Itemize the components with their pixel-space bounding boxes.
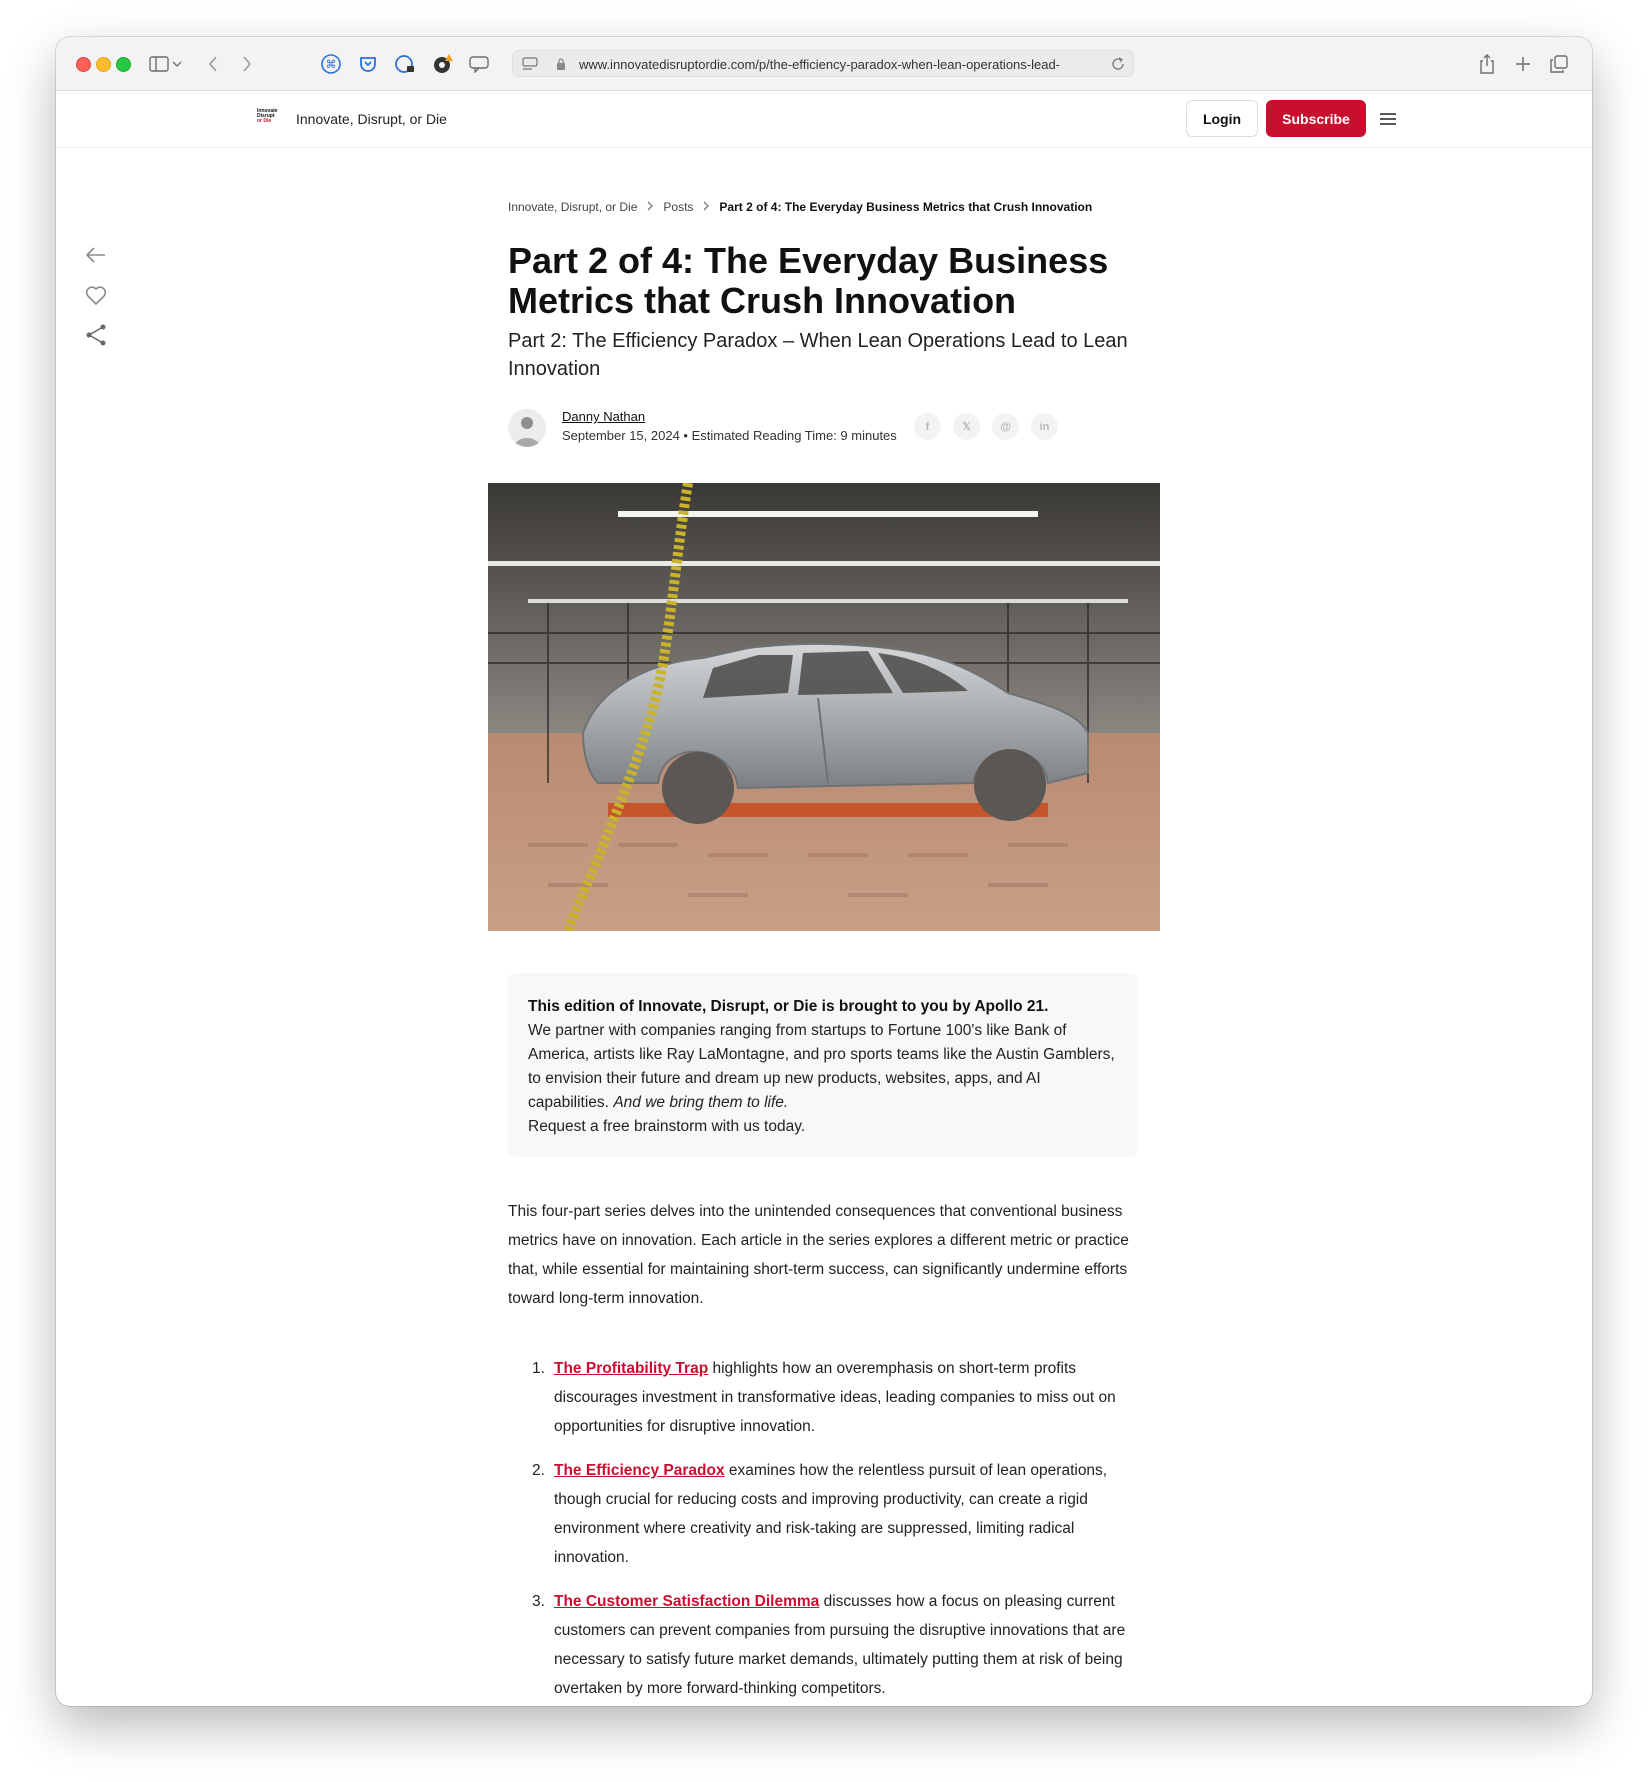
minimize-window-button[interactable] [96,57,111,72]
list-number: 2. [532,1462,545,1479]
sponsor-cta[interactable]: Request a free brainstorm with us today. [528,1118,806,1135]
article-title: Part 2 of 4: The Everyday Business Metrics that Crush Innovation [508,240,1109,321]
reader-mode-icon[interactable] [519,53,541,75]
list-item [508,1587,1148,1703]
back-arrow-icon[interactable] [84,243,108,267]
series-link-customer-satisfaction-dilemma[interactable]: The Customer Satisfaction Dilemma [554,1593,820,1610]
extension-command-icon[interactable] [320,53,342,75]
list-item [508,1354,1148,1441]
list-number: 3. [532,1593,545,1610]
hero-image [488,483,1160,931]
article-meta: September 15, 2024 • Estimated Reading Time: 9 minutes [562,428,897,443]
series-list [508,1354,1148,1706]
sponsor-body-italic: And we bring them to life. [613,1094,789,1111]
speech-bubble-icon[interactable] [468,53,490,75]
zoom-window-button[interactable] [116,57,131,72]
list-item [508,1456,1148,1572]
password-manager-icon[interactable] [394,53,416,75]
svg-text:⌘: ⌘ [325,58,337,71]
list-item-text: discusses how a focus on pleasing current customers can prevent companies from pursuing the disruptive innovations that are necessary to satisfy future market demands, ultimately putting them at risk of being overtaken by more forward-thinking competitors. [554,1593,1126,1697]
sponsor-body-text: We partner with companies ranging from startups to Fortune 100's like Bank of America, artists like Ray LaMontagne, and pro sports teams like the Austin Gamblers, to envision their future and dream up new products, websites, apps, and AI capabilities. [528,1022,1115,1111]
logo-line: Disrupt [257,113,275,119]
extension-gear-icon[interactable] [432,53,454,75]
author-name-link[interactable]: Danny Nathan [562,409,646,424]
breadcrumb [508,200,1092,214]
subscribe-button[interactable]: Subscribe [1266,100,1366,137]
reload-icon[interactable] [1107,53,1129,75]
hamburger-menu-icon[interactable] [1378,109,1398,129]
series-link-profitability-trap[interactable]: The Profitability Trap [554,1360,709,1377]
linkedin-icon[interactable]: in [1031,413,1058,440]
sponsor-lead: This edition of Innovate, Disrupt, or Die is brought to you by Apollo 21. [528,998,1049,1015]
pocket-icon[interactable] [357,53,379,75]
x-icon[interactable]: 𝕏 [953,413,980,440]
chevron-down-icon[interactable] [170,53,184,75]
list-item-text: highlights how an overemphasis on short-term profits discourages investment in transformative ideas, leading companies to miss out on opportunities for disruptive innovation. [554,1360,1116,1435]
facebook-icon[interactable]: f [914,413,941,440]
browser-window [56,37,1592,1706]
sponsor-box [508,973,1138,1157]
site-header [56,91,1592,148]
series-link-efficiency-paradox[interactable]: The Efficiency Paradox [554,1462,725,1479]
threads-icon[interactable]: @ [992,413,1019,440]
chevron-right-icon [703,200,709,214]
new-tab-icon[interactable] [1512,53,1534,75]
list-item-text: examines how the relentless pursuit of lean operations, though crucial for reducing costs and improving productivity, can create a rigid environment where creativity and risk-taking are suppressed, limiting radical innovation. [554,1462,1108,1566]
back-icon[interactable] [202,53,224,75]
breadcrumb-item-posts[interactable]: Posts [663,200,694,214]
share-icon[interactable] [1476,53,1498,75]
intro-paragraph: This four-part series delves into the unintended consequences that conventional business metrics have on innovation. Each article in the series explores a different metric or practice that, while essential for maintaining short-term success, can significantly undermine efforts toward long-term innovation. [508,1203,1129,1307]
author-avatar[interactable] [508,409,546,447]
address-bar[interactable] [512,50,1134,77]
site-logo[interactable] [257,109,285,129]
heart-icon[interactable] [84,283,108,307]
chevron-right-icon [647,200,653,214]
site-name[interactable]: Innovate, Disrupt, or Die [296,111,447,127]
tab-overview-icon[interactable] [1548,53,1570,75]
logo-line: or Die [257,118,272,124]
breadcrumb-item-home[interactable]: Innovate, Disrupt, or Die [508,200,638,214]
lock-icon [553,53,569,75]
sponsor-body [528,1019,1118,1115]
breadcrumb-item-current: Part 2 of 4: The Everyday Business Metrics that Crush Innovation [719,200,1093,214]
sidebar-icon[interactable] [148,53,170,75]
login-button[interactable]: Login [1186,100,1258,137]
logo-line: Innovate [257,108,278,114]
url-text: www.innovatedisruptordie.com/p/the-efficiency-paradox-when-lean-operations-lead- [579,57,1061,72]
browser-toolbar [56,37,1592,91]
article-subtitle: Part 2: The Efficiency Paradox – When Lean Operations Lead to Lean Innovation [508,330,1128,380]
share-nodes-icon[interactable] [84,323,108,347]
forward-icon[interactable] [236,53,258,75]
close-window-button[interactable] [76,57,91,72]
list-number: 1. [532,1360,545,1377]
